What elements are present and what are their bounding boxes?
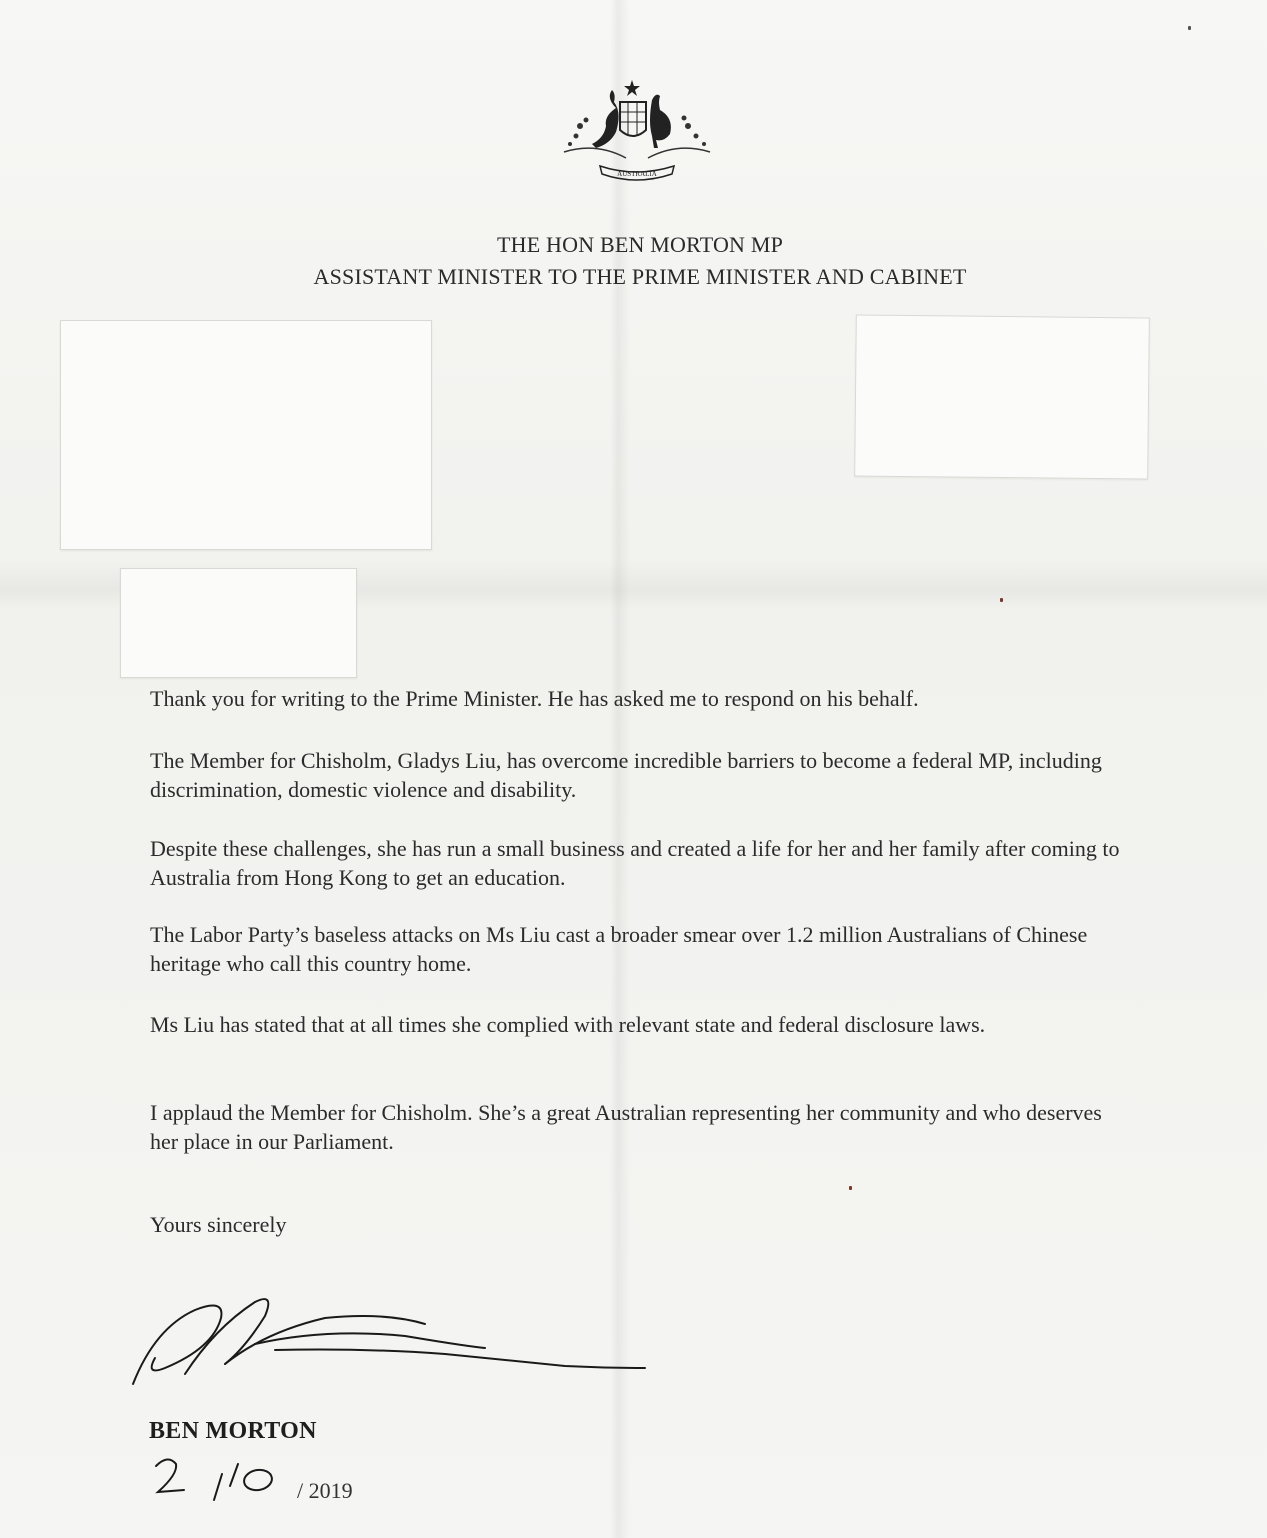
minister-title-heading: ASSISTANT MINISTER TO THE PRIME MINISTER AND CABINET	[313, 264, 967, 289]
redacted-address-block	[60, 320, 432, 550]
redacted-salutation-block	[120, 568, 357, 678]
crest-graphic	[556, 78, 718, 196]
minister-name-heading: THE HON BEN MORTON MP	[496, 232, 784, 257]
paper-speck	[1000, 598, 1003, 602]
letter-paragraph: Ms Liu has stated that at all times she complied with relevant state and federal disclosure laws.	[150, 1012, 986, 1037]
handwritten-signature	[125, 1288, 655, 1398]
letter-paragraph: The Labor Party’s baseless attacks on Ms Liu cast a broader smear over 1.2 million Australians of Chinese heritage who call this country home.	[150, 922, 1088, 976]
coat-of-arms-crest	[556, 78, 718, 196]
letter-paragraph: I applaud the Member for Chisholm. She’s a great Australian representing her community and who deserves her place in our Parliament.	[150, 1100, 1102, 1154]
letter-paragraph: Despite these challenges, she has run a small business and created a life for her and her family after coming to Australia from Hong Kong to get an education.	[150, 836, 1120, 890]
letter-paragraph: The Member for Chisholm, Gladys Liu, has overcome incredible barriers to become a federal MP, including discrimination, domestic violence and disability.	[150, 748, 1102, 802]
crest-motto: AUSTRALIA	[617, 170, 657, 178]
closing-salutation: Yours sincerely	[150, 1212, 287, 1237]
signatory-name: BEN MORTON	[149, 1418, 317, 1444]
letter-paragraph: Thank you for writing to the Prime Minister. He has asked me to respond on his behalf.	[150, 686, 919, 711]
redacted-reference-block	[854, 314, 1150, 479]
handwritten-date	[150, 1452, 290, 1512]
date-year: / 2019	[297, 1478, 353, 1503]
paper-speck	[1188, 26, 1191, 30]
paper-speck	[849, 1186, 852, 1190]
